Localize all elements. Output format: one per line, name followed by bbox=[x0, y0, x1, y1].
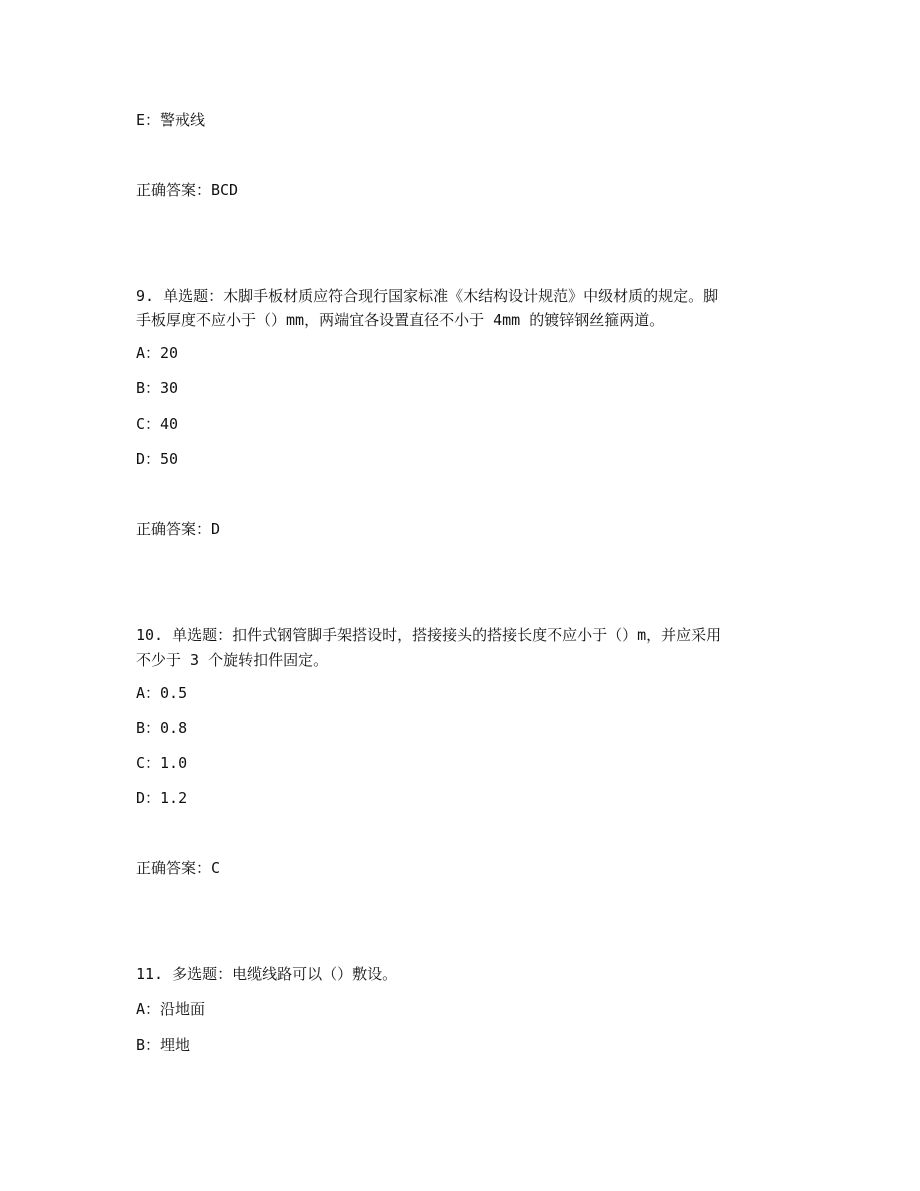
q10-option-c: C：1.0 bbox=[136, 754, 188, 772]
q8-option-e: E：警戒线 bbox=[136, 111, 206, 129]
q10-answer: 正确答案：C bbox=[136, 859, 221, 877]
q11-option-a: A：沿地面 bbox=[136, 1000, 206, 1018]
q8-answer: 正确答案：BCD bbox=[136, 181, 239, 199]
q9-option-c: C：40 bbox=[136, 415, 179, 433]
q10-stem-line1: 10. 单选题：扣件式钢管脚手架搭设时，搭接接头的搭接长度不应小于（）m，并应采用 bbox=[136, 626, 722, 644]
q10-option-b: B：0.8 bbox=[136, 719, 188, 737]
q9-option-b: B：30 bbox=[136, 379, 179, 397]
q9-option-d: D：50 bbox=[136, 450, 179, 468]
q9-stem-line1: 9. 单选题：木脚手板材质应符合现行国家标准《木结构设计规范》中级材质的规定。脚 bbox=[136, 287, 719, 305]
q9-option-a: A：20 bbox=[136, 344, 179, 362]
q9-answer: 正确答案：D bbox=[136, 520, 221, 538]
q10-option-d: D：1.2 bbox=[136, 789, 188, 807]
q11-option-b: B：埋地 bbox=[136, 1036, 191, 1054]
q11-stem: 11. 多选题：电缆线路可以（）敷设。 bbox=[136, 965, 398, 983]
q10-option-a: A：0.5 bbox=[136, 684, 188, 702]
q9-stem-line2: 手板厚度不应小于（）mm，两端宜各设置直径不小于 4mm 的镀锌钢丝箍两道。 bbox=[136, 311, 665, 329]
q10-stem-line2: 不少于 3 个旋转扣件固定。 bbox=[136, 651, 329, 669]
